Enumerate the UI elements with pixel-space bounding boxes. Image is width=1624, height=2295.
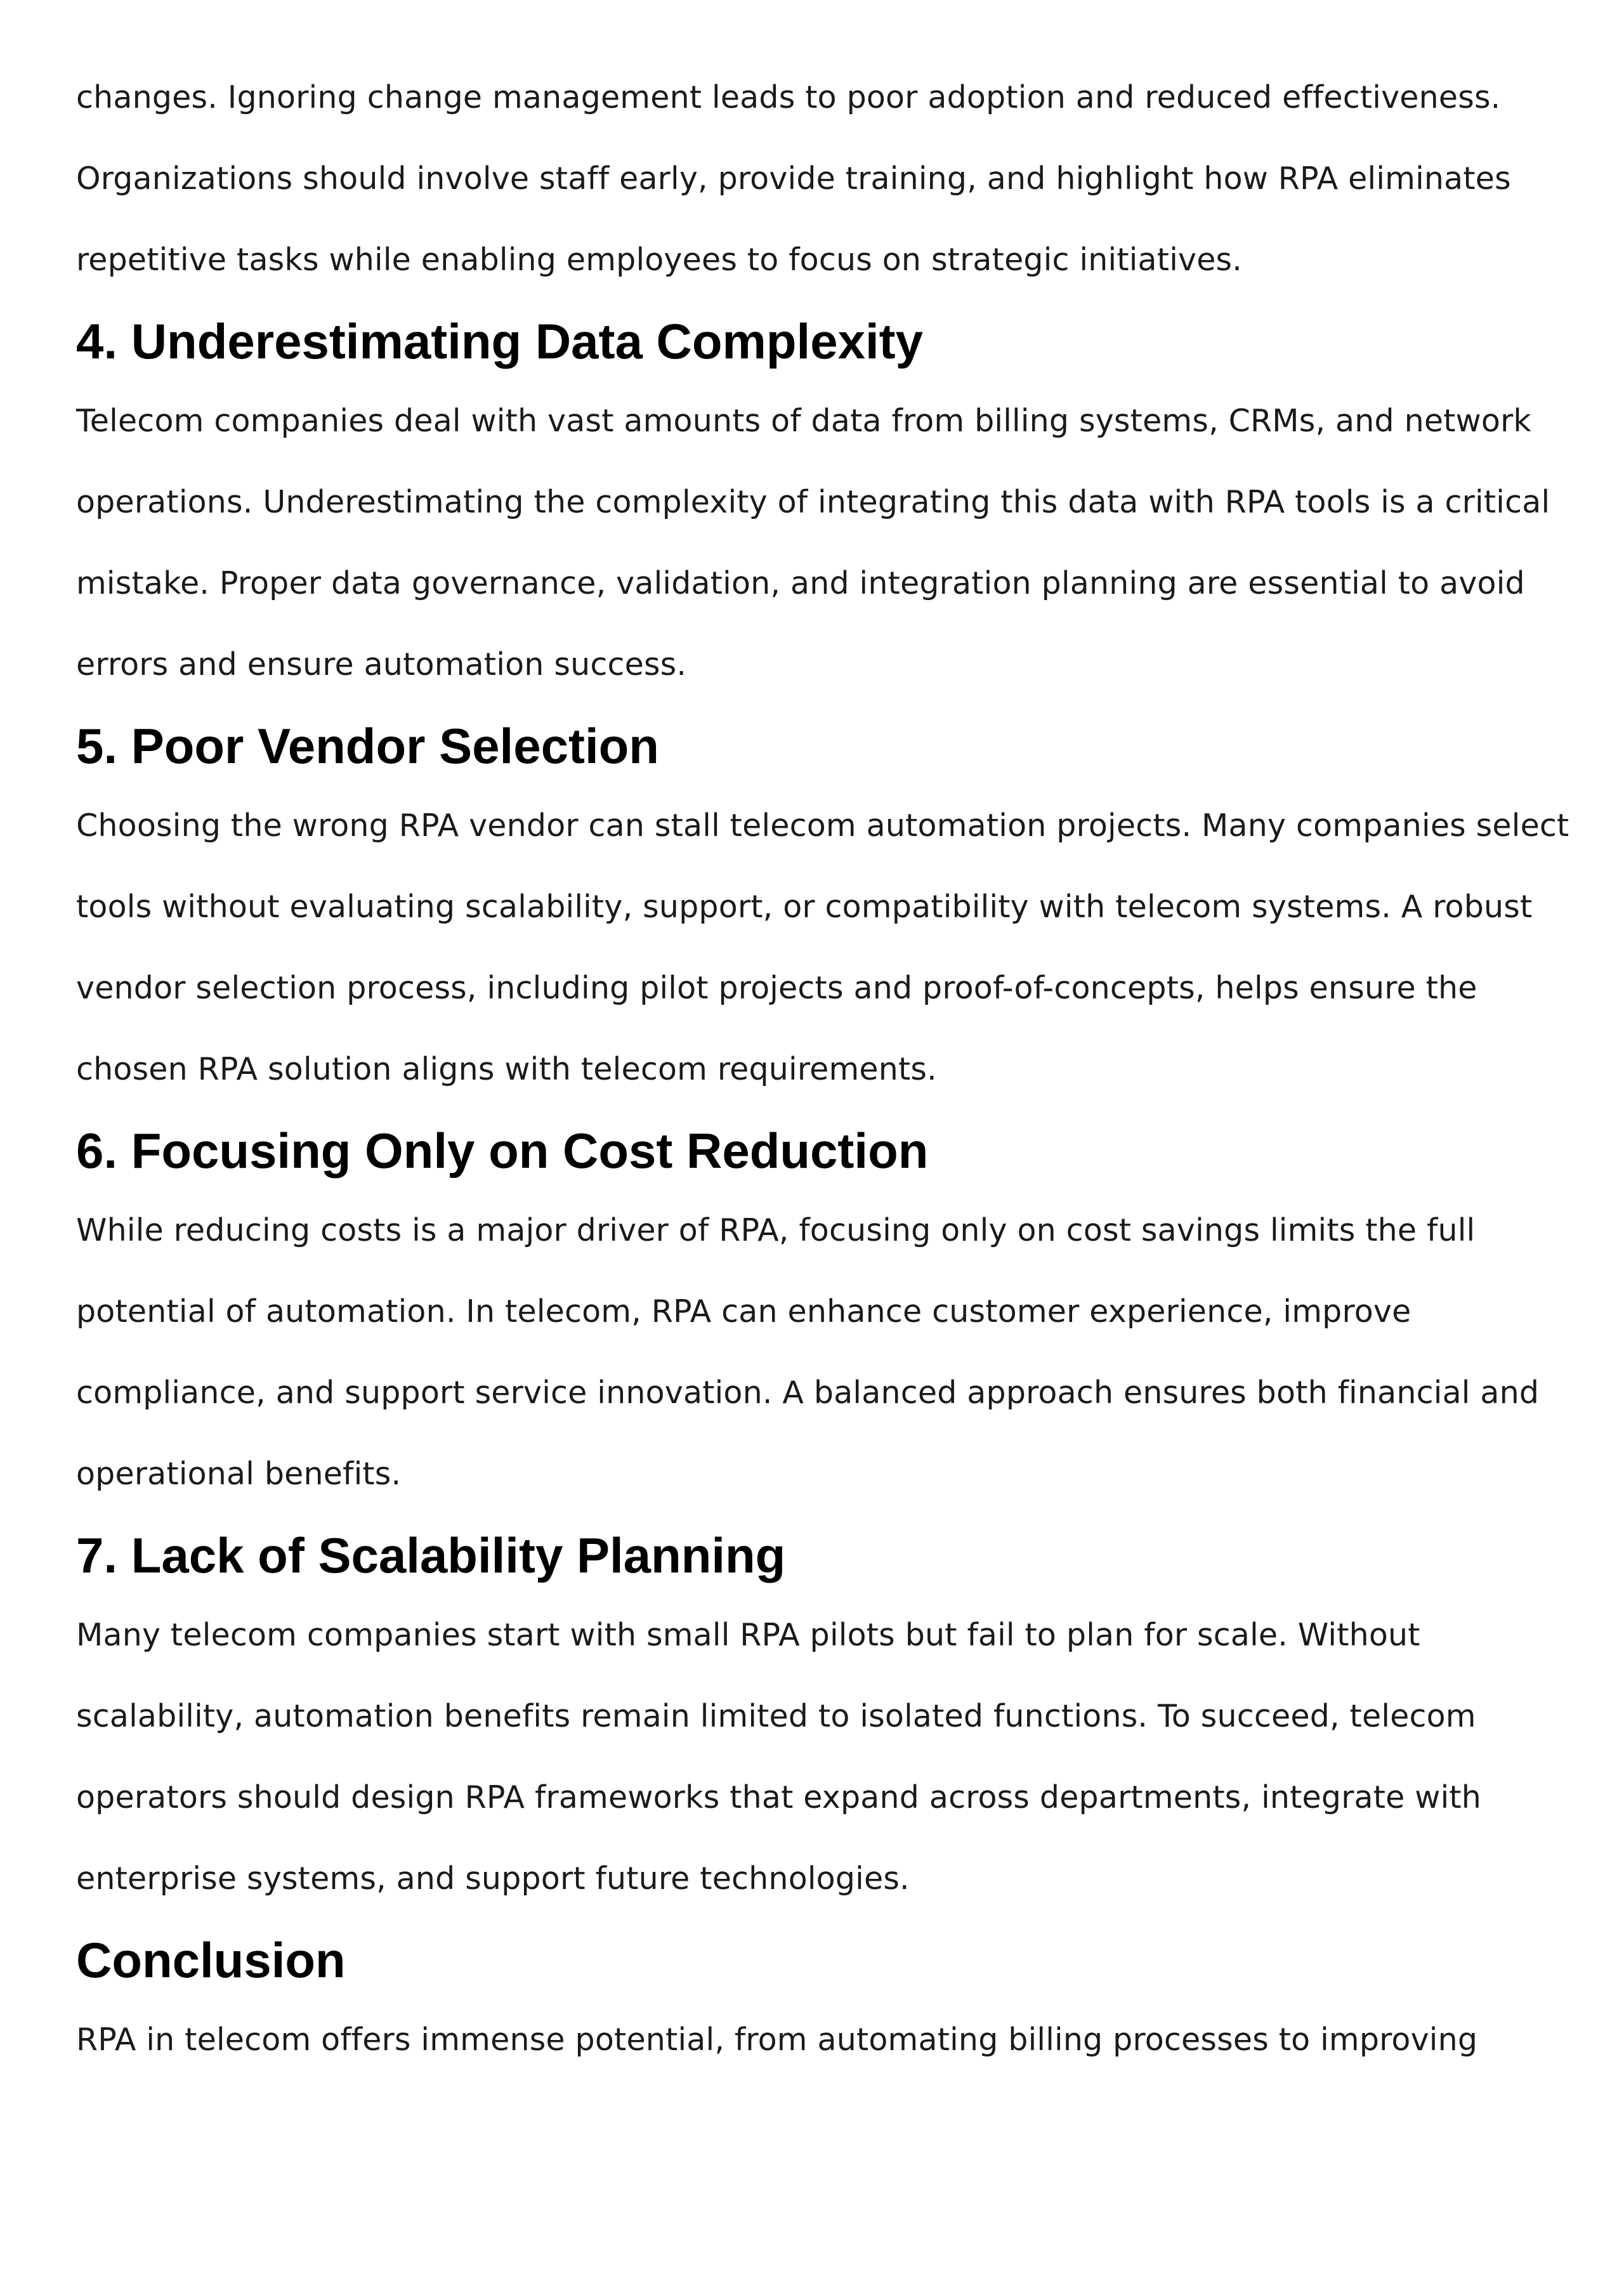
section-conclusion <box>76 1919 1573 2081</box>
section-heading: 7. Lack of Scalability Planning <box>76 1527 786 1583</box>
article-page <box>76 0 1573 2081</box>
intro-paragraph: changes. Ignoring change management leads to poor adoption and reduced effectiveness. Organizations should involve staff early, provide training, and highlight how RPA eliminates repetitive tasks while enabling employees to focus on strategic initiatives. <box>76 79 1511 278</box>
section-paragraph: Telecom companies deal with vast amounts of data from billing systems, CRMs, and network operations. Underestimating the complexity of integrating this data with RPA tools is a critical mistake. Proper data governance, validation, and integration planning are essential to avoid errors and ensure automation success. <box>76 403 1550 683</box>
section-paragraph: RPA in telecom offers immense potential, from automating billing processes to improving <box>76 2022 1478 2058</box>
section-paragraph: While reducing costs is a major driver of RPA, focusing only on cost savings limits the full potential of automation. In telecom, RPA can enhance customer experience, improve compliance, and support service innovation. A balanced approach ensures both financial and operational benefits. <box>76 1212 1540 1492</box>
section-heading: 6. Focusing Only on Cost Reduction <box>76 1123 929 1179</box>
section-heading: Conclusion <box>76 1932 346 1988</box>
section-scalability-planning <box>76 1515 1573 1919</box>
section-heading: 5. Poor Vendor Selection <box>76 718 659 774</box>
section-paragraph: Choosing the wrong RPA vendor can stall telecom automation projects. Many companies select tools without evaluating scalability, support, or compatibility with telecom systems. A robust vendor selection process, including pilot projects and proof-of-concepts, helps ensure the chosen RPA solution aligns with telecom requirements. <box>76 808 1569 1087</box>
section-data-complexity <box>76 301 1573 705</box>
section-paragraph: Many telecom companies start with small RPA pilots but fail to plan for scale. Without scalability, automation benefits remain limited to isolated functions. To succeed, telecom operators should design RPA frameworks that expand across departments, integrate with enterprise systems, and support future technologies. <box>76 1617 1482 1897</box>
section-cost-reduction <box>76 1110 1573 1515</box>
section-vendor-selection <box>76 705 1573 1110</box>
section-heading: 4. Underestimating Data Complexity <box>76 313 923 369</box>
